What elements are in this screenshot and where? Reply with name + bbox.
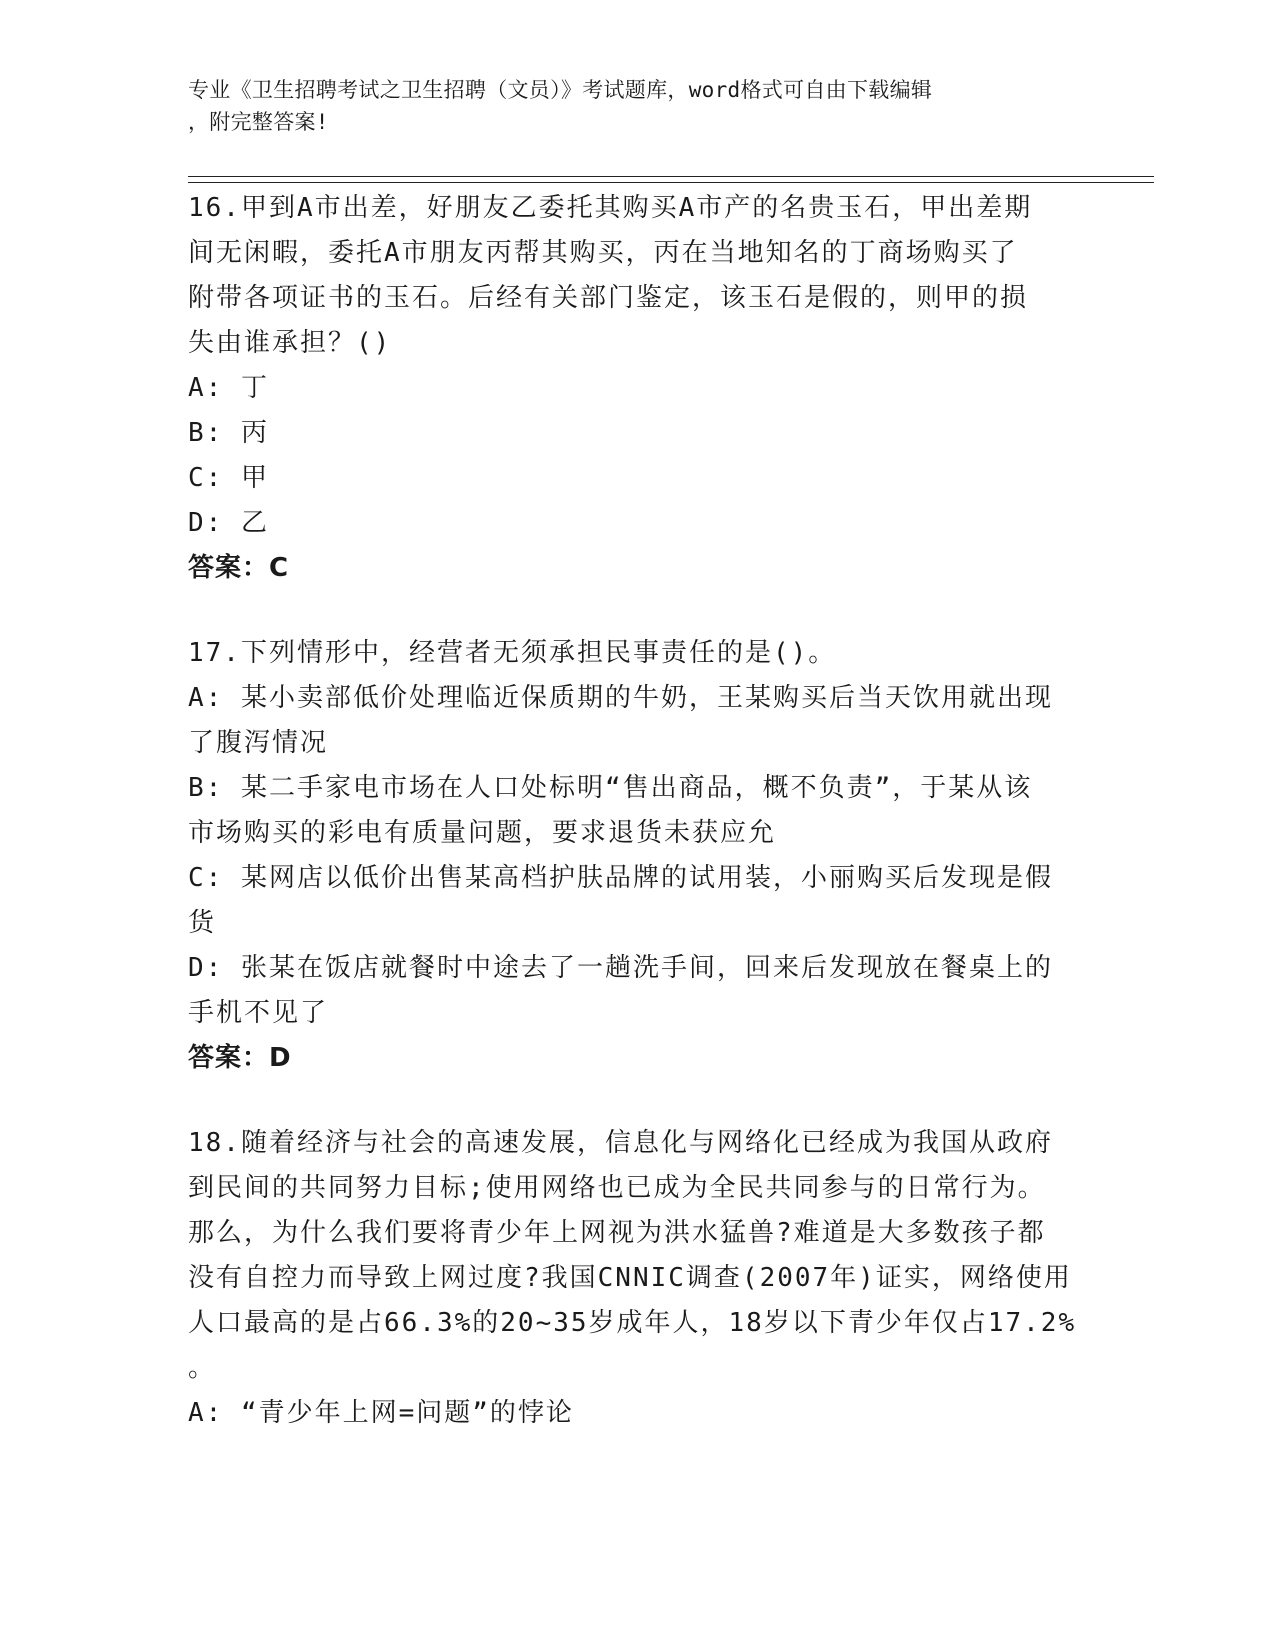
header-divider-top [188, 176, 1154, 177]
answer-option-line: 了腹泻情况 [188, 728, 329, 758]
answer-option [188, 456, 1088, 501]
answer-option [188, 946, 1088, 1036]
question-stem-line: 失由谁承担？() [188, 328, 392, 358]
header-divider-bottom [188, 182, 1154, 183]
answer-option-line: B: 某二手家电市场在人口处标明“售出商品，概不负责”，于某从该 [188, 773, 1033, 803]
question-stem-line: 。 [188, 1353, 217, 1383]
answer-option-line: 市场购买的彩电有质量问题，要求退货未获应允 [188, 818, 777, 848]
question-stem-line: 没有自控力而导致上网过度?我国CNNIC调查(2007年)证实，网络使用 [188, 1263, 1072, 1293]
question-stem-line: 间无闲暇，委托A市朋友丙帮其购买，丙在当地知名的丁商场购买了 [188, 238, 1018, 268]
question-stem-line: 附带各项证书的玉石。后经有关部门鉴定，该玉石是假的，则甲的损 [188, 283, 1029, 313]
header-line-2: ，附完整答案! [188, 110, 329, 134]
question-stem-line: 到民间的共同努力目标;使用网络也已成为全民共同参与的日常行为。 [188, 1173, 1046, 1203]
answer-option-line: D: 张某在饭店就餐时中途去了一趟洗手间，回来后发现放在餐桌上的 [188, 953, 1053, 983]
answer-option-line: A: “青少年上网=问题”的悖论 [188, 1398, 574, 1428]
question-list [188, 186, 1088, 1476]
answer-option-line: B: 丙 [188, 418, 269, 448]
answer-option-line: C: 甲 [188, 463, 269, 493]
answer-option-line: A: 某小卖部低价处理临近保质期的牛奶，王某购买后当天饮用就出现 [188, 683, 1053, 713]
question-stem-line: 那么，为什么我们要将青少年上网视为洪水猛兽?难道是大多数孩子都 [188, 1218, 1046, 1248]
answer-option [188, 501, 1088, 546]
question-stem [188, 1121, 1088, 1391]
question-stem-line: 17.下列情形中，经营者无须承担民事责任的是()。 [188, 638, 837, 668]
question-stem [188, 631, 1088, 676]
question-block [188, 186, 1088, 591]
answer-option [188, 411, 1088, 456]
answer-option [188, 676, 1088, 766]
answer-key: 答案：D [188, 1043, 292, 1073]
question-stem-line: 18.随着经济与社会的高速发展，信息化与网络化已经成为我国从政府 [188, 1128, 1053, 1158]
answer-option [188, 856, 1088, 946]
question-stem-line: 16.甲到A市出差，好朋友乙委托其购买A市产的名贵玉石，甲出差期 [188, 193, 1033, 223]
answer-option [188, 1391, 1088, 1436]
answer-key: 答案：C [188, 553, 290, 583]
question-stem [188, 186, 1088, 366]
answer-option-line: 货 [188, 908, 217, 938]
answer-option [188, 766, 1088, 856]
answer-option-line: D: 乙 [188, 508, 269, 538]
answer-option [188, 366, 1088, 411]
header-line-1: 专业《卫生招聘考试之卫生招聘（文员）》考试题库，word格式可自由下载编辑 [188, 78, 933, 102]
answer-option-line: C: 某网店以低价出售某高档护肤品牌的试用装，小丽购买后发现是假 [188, 863, 1053, 893]
question-block [188, 631, 1088, 1081]
question-stem-line: 人口最高的是占66.3%的20~35岁成年人，18岁以下青少年仅占17.2% [188, 1308, 1077, 1338]
question-block [188, 1121, 1088, 1436]
answer-option-line: A: 丁 [188, 373, 269, 403]
document-header [188, 74, 1068, 138]
answer-option-line: 手机不见了 [188, 998, 329, 1028]
